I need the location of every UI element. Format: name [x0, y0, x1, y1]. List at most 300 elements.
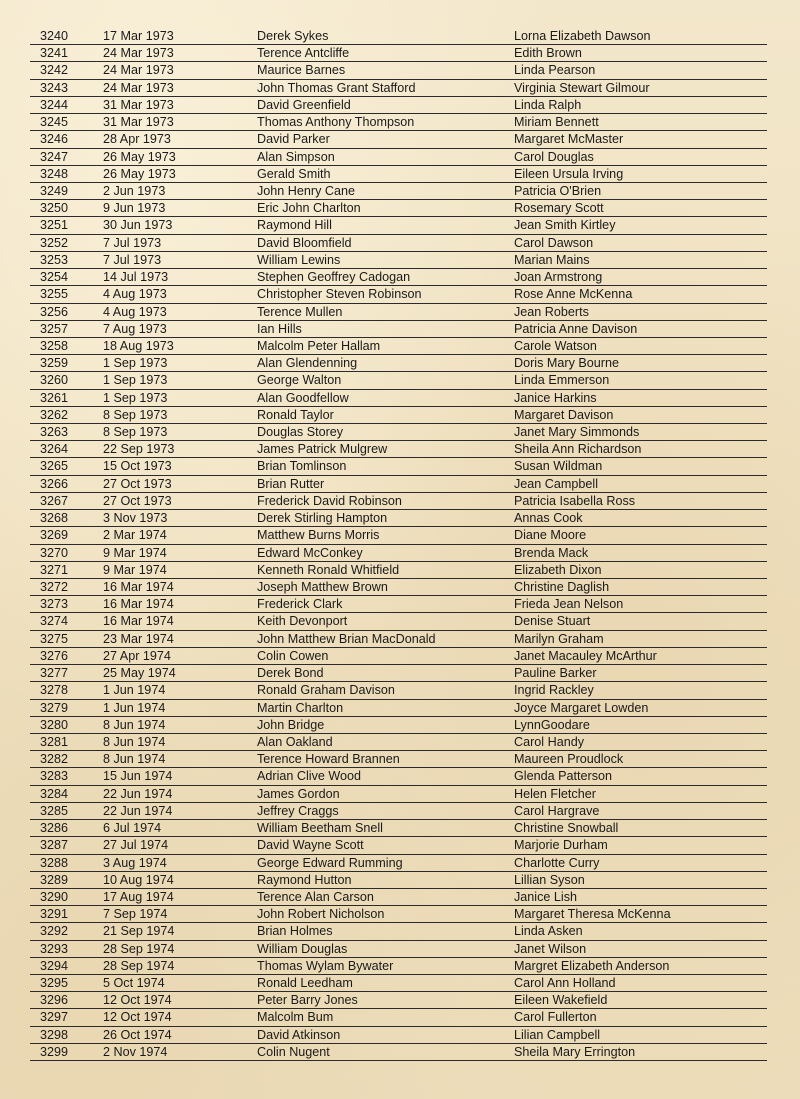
- table-row: [30, 992, 767, 1009]
- bride-name: Margret Elizabeth Anderson: [514, 958, 670, 973]
- groom-name: Maurice Barnes: [257, 63, 346, 78]
- bride-name: Rose Anne McKenna: [514, 287, 633, 302]
- bride-name: Linda Emmerson: [514, 373, 610, 388]
- bride-name: Janet Mary Simmonds: [514, 425, 640, 440]
- table-row: [30, 562, 767, 579]
- entry-number: 3244: [40, 97, 69, 112]
- table-row: [30, 545, 767, 562]
- entry-number: 3285: [40, 803, 69, 818]
- table-row: [30, 941, 767, 958]
- groom-name: Brian Tomlinson: [257, 459, 347, 474]
- table-row: [30, 923, 767, 940]
- groom-name: Alan Simpson: [257, 149, 335, 164]
- table-row: [30, 493, 767, 510]
- table-row: [30, 527, 767, 544]
- entry-date: 4 Aug 1973: [103, 287, 167, 302]
- entry-number: 3291: [40, 907, 69, 922]
- entry-number: 3255: [40, 287, 69, 302]
- table-row: [30, 596, 767, 613]
- groom-name: Raymond Hill: [257, 218, 332, 233]
- entry-number: 3248: [40, 166, 69, 181]
- entry-date: 18 Aug 1973: [103, 338, 174, 353]
- groom-name: Stephen Geoffrey Cadogan: [257, 270, 411, 285]
- entry-date: 24 Mar 1973: [103, 80, 174, 95]
- groom-name: Martin Charlton: [257, 700, 344, 715]
- groom-name: Alan Goodfellow: [257, 390, 349, 405]
- entry-date: 1 Sep 1973: [103, 356, 168, 371]
- groom-name: Adrian Clive Wood: [257, 769, 362, 784]
- bride-name: Sheila Ann Richardson: [514, 442, 642, 457]
- groom-name: Christopher Steven Robinson: [257, 287, 422, 302]
- table-row: [30, 958, 767, 975]
- bride-name: Elizabeth Dixon: [514, 562, 602, 577]
- entry-number: 3289: [40, 872, 69, 887]
- bride-name: Janice Harkins: [514, 390, 597, 405]
- entry-date: 7 Jul 1973: [103, 252, 162, 267]
- groom-name: John Henry Cane: [257, 183, 356, 198]
- bride-name: Sheila Mary Errington: [514, 1044, 636, 1059]
- entry-number: 3284: [40, 786, 69, 801]
- groom-name: Peter Barry Jones: [257, 993, 358, 1008]
- groom-name: Ian Hills: [257, 321, 302, 336]
- table-row: [30, 510, 767, 527]
- groom-name: Colin Nugent: [257, 1044, 330, 1059]
- groom-name: David Greenfield: [257, 97, 351, 112]
- entry-date: 9 Mar 1974: [103, 545, 167, 560]
- entry-date: 5 Oct 1974: [103, 976, 165, 991]
- groom-name: Ronald Taylor: [257, 407, 334, 422]
- entry-date: 31 Mar 1973: [103, 97, 174, 112]
- entry-date: 6 Jul 1974: [103, 821, 162, 836]
- entry-date: 16 Mar 1974: [103, 614, 174, 629]
- table-row: [30, 252, 767, 269]
- entry-number: 3277: [40, 666, 69, 681]
- groom-name: Derek Sykes: [257, 29, 329, 43]
- table-row: [30, 872, 767, 889]
- entry-date: 22 Jun 1974: [103, 786, 173, 801]
- bride-name: Patricia Anne Davison: [514, 321, 638, 336]
- groom-name: Ronald Leedham: [257, 976, 353, 991]
- bride-name: Marian Mains: [514, 252, 590, 267]
- groom-name: Malcolm Bum: [257, 1010, 334, 1025]
- entry-number: 3278: [40, 683, 69, 698]
- entry-number: 3297: [40, 1010, 69, 1025]
- table-row: [30, 80, 767, 97]
- entry-number: 3282: [40, 752, 69, 767]
- groom-name: Thomas Wylam Bywater: [257, 958, 394, 973]
- groom-name: Terence Mullen: [257, 304, 343, 319]
- table-row: [30, 1009, 767, 1026]
- groom-name: David Bloomfield: [257, 235, 352, 250]
- entry-date: 7 Jul 1973: [103, 235, 162, 250]
- bride-name: Carol Ann Holland: [514, 976, 616, 991]
- bride-name: Jean Campbell: [514, 476, 599, 491]
- bride-name: Linda Pearson: [514, 63, 596, 78]
- groom-name: James Gordon: [257, 786, 340, 801]
- entry-number: 3267: [40, 493, 69, 508]
- entry-date: 8 Jun 1974: [103, 734, 166, 749]
- bride-name: Linda Asken: [514, 924, 583, 939]
- entry-date: 28 Sep 1974: [103, 958, 175, 973]
- bride-name: Helen Fletcher: [514, 786, 596, 801]
- bride-name: Linda Ralph: [514, 97, 582, 112]
- table-row: [30, 97, 767, 114]
- groom-name: George Edward Rumming: [257, 855, 403, 870]
- table-row: [30, 975, 767, 992]
- table-row: [30, 820, 767, 837]
- entry-date: 27 Jul 1974: [103, 838, 169, 853]
- entry-date: 16 Mar 1974: [103, 580, 174, 594]
- entry-date: 1 Jun 1974: [103, 683, 166, 698]
- entry-number: 3257: [40, 321, 69, 336]
- groom-name: Terence Howard Brannen: [257, 752, 400, 767]
- table-row: [30, 441, 767, 458]
- groom-name: John Robert Nicholson: [257, 907, 385, 922]
- table-row: [30, 786, 767, 803]
- entry-date: 2 Nov 1974: [103, 1044, 168, 1059]
- groom-name: Colin Cowen: [257, 648, 329, 663]
- table-row: [30, 855, 767, 872]
- entry-number: 3299: [40, 1044, 69, 1059]
- entry-date: 12 Oct 1974: [103, 1010, 172, 1025]
- table-row: [30, 648, 767, 665]
- entry-date: 2 Jun 1973: [103, 183, 166, 198]
- groom-name: Alan Glendenning: [257, 356, 358, 371]
- table-row: [30, 906, 767, 923]
- entry-date: 24 Mar 1973: [103, 46, 174, 61]
- bride-name: LynnGoodare: [514, 717, 590, 732]
- entry-number: 3292: [40, 924, 69, 939]
- entry-number: 3259: [40, 356, 69, 371]
- entry-number: 3254: [40, 270, 69, 285]
- marriage-register-table: [30, 28, 767, 1061]
- entry-number: 3275: [40, 631, 69, 646]
- groom-name: Brian Rutter: [257, 476, 325, 491]
- table-row: [30, 889, 767, 906]
- groom-name: Derek Bond: [257, 666, 324, 681]
- bride-name: Joyce Margaret Lowden: [514, 700, 649, 715]
- entry-date: 25 May 1974: [103, 666, 176, 681]
- bride-name: Jean Smith Kirtley: [514, 218, 616, 233]
- entry-date: 22 Sep 1973: [103, 442, 175, 457]
- entry-date: 14 Jul 1973: [103, 270, 169, 285]
- entry-date: 9 Mar 1974: [103, 562, 167, 577]
- bride-name: Christine Snowball: [514, 821, 619, 836]
- entry-number: 3250: [40, 201, 69, 216]
- entry-date: 7 Sep 1974: [103, 907, 168, 922]
- groom-name: David Wayne Scott: [257, 838, 364, 853]
- bride-name: Carole Watson: [514, 338, 597, 353]
- table-row: [30, 200, 767, 217]
- table-row: [30, 665, 767, 682]
- table-row: [30, 131, 767, 148]
- bride-name: Carol Dawson: [514, 235, 594, 250]
- groom-name: George Walton: [257, 373, 342, 388]
- bride-name: Doris Mary Bourne: [514, 356, 619, 371]
- entry-date: 1 Jun 1974: [103, 700, 166, 715]
- bride-name: Denise Stuart: [514, 614, 591, 629]
- entry-number: 3243: [40, 80, 69, 95]
- entry-number: 3242: [40, 63, 69, 78]
- entry-date: 26 May 1973: [103, 149, 176, 164]
- entry-number: 3288: [40, 855, 69, 870]
- entry-number: 3253: [40, 252, 69, 267]
- entry-number: 3262: [40, 407, 69, 422]
- table-row: [30, 269, 767, 286]
- entry-number: 3271: [40, 562, 69, 577]
- bride-name: Patricia Isabella Ross: [514, 493, 636, 508]
- groom-name: William Douglas: [257, 941, 348, 956]
- table-row: [30, 62, 767, 79]
- bride-name: Marilyn Graham: [514, 631, 604, 646]
- bride-name: Lorna Elizabeth Dawson: [514, 29, 651, 43]
- table-row: [30, 734, 767, 751]
- table-row: [30, 114, 767, 131]
- groom-name: William Lewins: [257, 252, 341, 267]
- entry-number: 3272: [40, 580, 69, 594]
- bride-name: Maureen Proudlock: [514, 752, 624, 767]
- entry-date: 3 Nov 1973: [103, 511, 168, 526]
- bride-name: Miriam Bennett: [514, 115, 599, 130]
- bride-name: Frieda Jean Nelson: [514, 597, 624, 612]
- table-row: [30, 338, 767, 355]
- groom-name: Eric John Charlton: [257, 201, 361, 216]
- bride-name: Lilian Campbell: [514, 1027, 601, 1042]
- groom-name: Ronald Graham Davison: [257, 683, 395, 698]
- table-row: [30, 579, 767, 596]
- entry-number: 3293: [40, 941, 69, 956]
- entry-date: 17 Aug 1974: [103, 889, 174, 904]
- groom-name: Edward McConkey: [257, 545, 363, 560]
- bride-name: Janet Wilson: [514, 941, 587, 956]
- table-row: [30, 1044, 767, 1061]
- entry-number: 3273: [40, 597, 69, 612]
- entry-date: 21 Sep 1974: [103, 924, 175, 939]
- entry-number: 3269: [40, 528, 69, 543]
- entry-date: 15 Jun 1974: [103, 769, 173, 784]
- entry-date: 24 Mar 1973: [103, 63, 174, 78]
- entry-number: 3256: [40, 304, 69, 319]
- entry-date: 4 Aug 1973: [103, 304, 167, 319]
- table-row: [30, 751, 767, 768]
- bride-name: Eileen Ursula Irving: [514, 166, 624, 181]
- entry-date: 7 Aug 1973: [103, 321, 167, 336]
- table-row: [30, 235, 767, 252]
- table-row: [30, 837, 767, 854]
- table-row: [30, 166, 767, 183]
- groom-name: William Beetham Snell: [257, 821, 383, 836]
- groom-name: Jeffrey Craggs: [257, 803, 339, 818]
- entry-number: 3268: [40, 511, 69, 526]
- entry-date: 8 Jun 1974: [103, 752, 166, 767]
- groom-name: Terence Alan Carson: [257, 889, 374, 904]
- bride-name: Carol Handy: [514, 734, 584, 749]
- groom-name: Frederick Clark: [257, 597, 343, 612]
- table-row: [30, 304, 767, 321]
- entry-date: 27 Oct 1973: [103, 493, 172, 508]
- entry-date: 12 Oct 1974: [103, 993, 172, 1008]
- entry-date: 17 Mar 1973: [103, 29, 174, 43]
- entry-date: 28 Apr 1973: [103, 132, 171, 147]
- entry-number: 3252: [40, 235, 69, 250]
- entry-number: 3286: [40, 821, 69, 836]
- table-row: [30, 217, 767, 234]
- entry-number: 3251: [40, 218, 69, 233]
- bride-name: Janice Lish: [514, 889, 578, 904]
- entry-date: 8 Sep 1973: [103, 407, 168, 422]
- bride-name: Carol Hargrave: [514, 803, 600, 818]
- bride-name: Marjorie Durham: [514, 838, 608, 853]
- bride-name: Brenda Mack: [514, 545, 589, 560]
- table-row: [30, 682, 767, 699]
- groom-name: Derek Stirling Hampton: [257, 511, 388, 526]
- bride-name: Annas Cook: [514, 511, 583, 526]
- bride-name: Margaret Theresa McKenna: [514, 907, 671, 922]
- entry-number: 3258: [40, 338, 69, 353]
- entry-number: 3240: [40, 29, 69, 43]
- entry-date: 8 Jun 1974: [103, 717, 166, 732]
- bride-name: Rosemary Scott: [514, 201, 604, 216]
- bride-name: Lillian Syson: [514, 872, 585, 887]
- bride-name: Patricia O'Brien: [514, 183, 602, 198]
- entry-number: 3261: [40, 390, 69, 405]
- table-row: [30, 700, 767, 717]
- groom-name: Keith Devonport: [257, 614, 348, 629]
- table-row: [30, 355, 767, 372]
- entry-number: 3295: [40, 976, 69, 991]
- entry-date: 1 Sep 1973: [103, 373, 168, 388]
- bride-name: Pauline Barker: [514, 666, 597, 681]
- entry-date: 1 Sep 1973: [103, 390, 168, 405]
- bride-name: Carol Douglas: [514, 149, 594, 164]
- entry-number: 3265: [40, 459, 69, 474]
- bride-name: Diane Moore: [514, 528, 587, 543]
- table-row: [30, 717, 767, 734]
- entry-number: 3270: [40, 545, 69, 560]
- groom-name: Thomas Anthony Thompson: [257, 115, 415, 130]
- table-row: [30, 321, 767, 338]
- entry-date: 26 Oct 1974: [103, 1027, 172, 1042]
- groom-name: Raymond Hutton: [257, 872, 352, 887]
- table-row: [30, 28, 767, 45]
- table-row: [30, 45, 767, 62]
- entry-date: 27 Apr 1974: [103, 648, 171, 663]
- entry-number: 3290: [40, 889, 69, 904]
- bride-name: Ingrid Rackley: [514, 683, 594, 698]
- entry-number: 3274: [40, 614, 69, 629]
- groom-name: Alan Oakland: [257, 734, 333, 749]
- table-row: [30, 424, 767, 441]
- entry-date: 15 Oct 1973: [103, 459, 172, 474]
- entry-number: 3294: [40, 958, 69, 973]
- bride-name: Glenda Patterson: [514, 769, 613, 784]
- entry-date: 9 Jun 1973: [103, 201, 166, 216]
- entry-number: 3247: [40, 149, 69, 164]
- table-row: [30, 458, 767, 475]
- bride-name: Janet Macauley McArthur: [514, 648, 657, 663]
- bride-name: Jean Roberts: [514, 304, 589, 319]
- entry-date: 10 Aug 1974: [103, 872, 174, 887]
- table-row: [30, 613, 767, 630]
- groom-name: John Matthew Brian MacDonald: [257, 631, 436, 646]
- table-row: [30, 390, 767, 407]
- bride-name: Margaret McMaster: [514, 132, 624, 147]
- table-row: [30, 631, 767, 648]
- table-row: [30, 372, 767, 389]
- entry-number: 3249: [40, 183, 69, 198]
- bride-name: Eileen Wakefield: [514, 993, 608, 1008]
- table-row: [30, 149, 767, 166]
- entry-number: 3264: [40, 442, 69, 457]
- entry-number: 3241: [40, 46, 69, 61]
- entry-date: 16 Mar 1974: [103, 597, 174, 612]
- groom-name: Joseph Matthew Brown: [257, 580, 388, 594]
- groom-name: Malcolm Peter Hallam: [257, 338, 381, 353]
- entry-number: 3276: [40, 648, 69, 663]
- entry-date: 2 Mar 1974: [103, 528, 167, 543]
- groom-name: David Parker: [257, 132, 330, 147]
- table-row: [30, 476, 767, 493]
- entry-number: 3260: [40, 373, 69, 388]
- bride-name: Joan Armstrong: [514, 270, 603, 285]
- entry-number: 3266: [40, 476, 69, 491]
- groom-name: David Atkinson: [257, 1027, 341, 1042]
- table-row: [30, 183, 767, 200]
- table-row: [30, 407, 767, 424]
- entry-date: 26 May 1973: [103, 166, 176, 181]
- bride-name: Virginia Stewart Gilmour: [514, 80, 650, 95]
- groom-name: Matthew Burns Morris: [257, 528, 380, 543]
- entry-date: 22 Jun 1974: [103, 803, 173, 818]
- entry-number: 3298: [40, 1027, 69, 1042]
- groom-name: Brian Holmes: [257, 924, 333, 939]
- bride-name: Carol Fullerton: [514, 1010, 597, 1025]
- entry-number: 3287: [40, 838, 69, 853]
- bride-name: Charlotte Curry: [514, 855, 600, 870]
- groom-name: John Bridge: [257, 717, 325, 732]
- bride-name: Edith Brown: [514, 46, 582, 61]
- entry-date: 31 Mar 1973: [103, 115, 174, 130]
- bride-name: Susan Wildman: [514, 459, 603, 474]
- groom-name: Frederick David Robinson: [257, 493, 402, 508]
- entry-date: 3 Aug 1974: [103, 855, 167, 870]
- groom-name: Terence Antcliffe: [257, 46, 350, 61]
- bride-name: Christine Daglish: [514, 580, 610, 594]
- entry-date: 27 Oct 1973: [103, 476, 172, 491]
- entry-number: 3246: [40, 132, 69, 147]
- entry-number: 3263: [40, 425, 69, 440]
- table-row: [30, 803, 767, 820]
- entry-date: 23 Mar 1974: [103, 631, 174, 646]
- entry-date: 30 Jun 1973: [103, 218, 173, 233]
- entry-number: 3245: [40, 115, 69, 130]
- groom-name: Gerald Smith: [257, 166, 331, 181]
- entry-date: 28 Sep 1974: [103, 941, 175, 956]
- groom-name: John Thomas Grant Stafford: [257, 80, 416, 95]
- table-row: [30, 286, 767, 303]
- groom-name: Kenneth Ronald Whitfield: [257, 562, 400, 577]
- entry-number: 3296: [40, 993, 69, 1008]
- entry-number: 3280: [40, 717, 69, 732]
- table-row: [30, 768, 767, 785]
- entry-number: 3281: [40, 734, 69, 749]
- entry-number: 3279: [40, 700, 69, 715]
- groom-name: Douglas Storey: [257, 425, 344, 440]
- entry-number: 3283: [40, 769, 69, 784]
- table-row: [30, 1027, 767, 1044]
- entry-date: 8 Sep 1973: [103, 425, 168, 440]
- groom-name: James Patrick Mulgrew: [257, 442, 388, 457]
